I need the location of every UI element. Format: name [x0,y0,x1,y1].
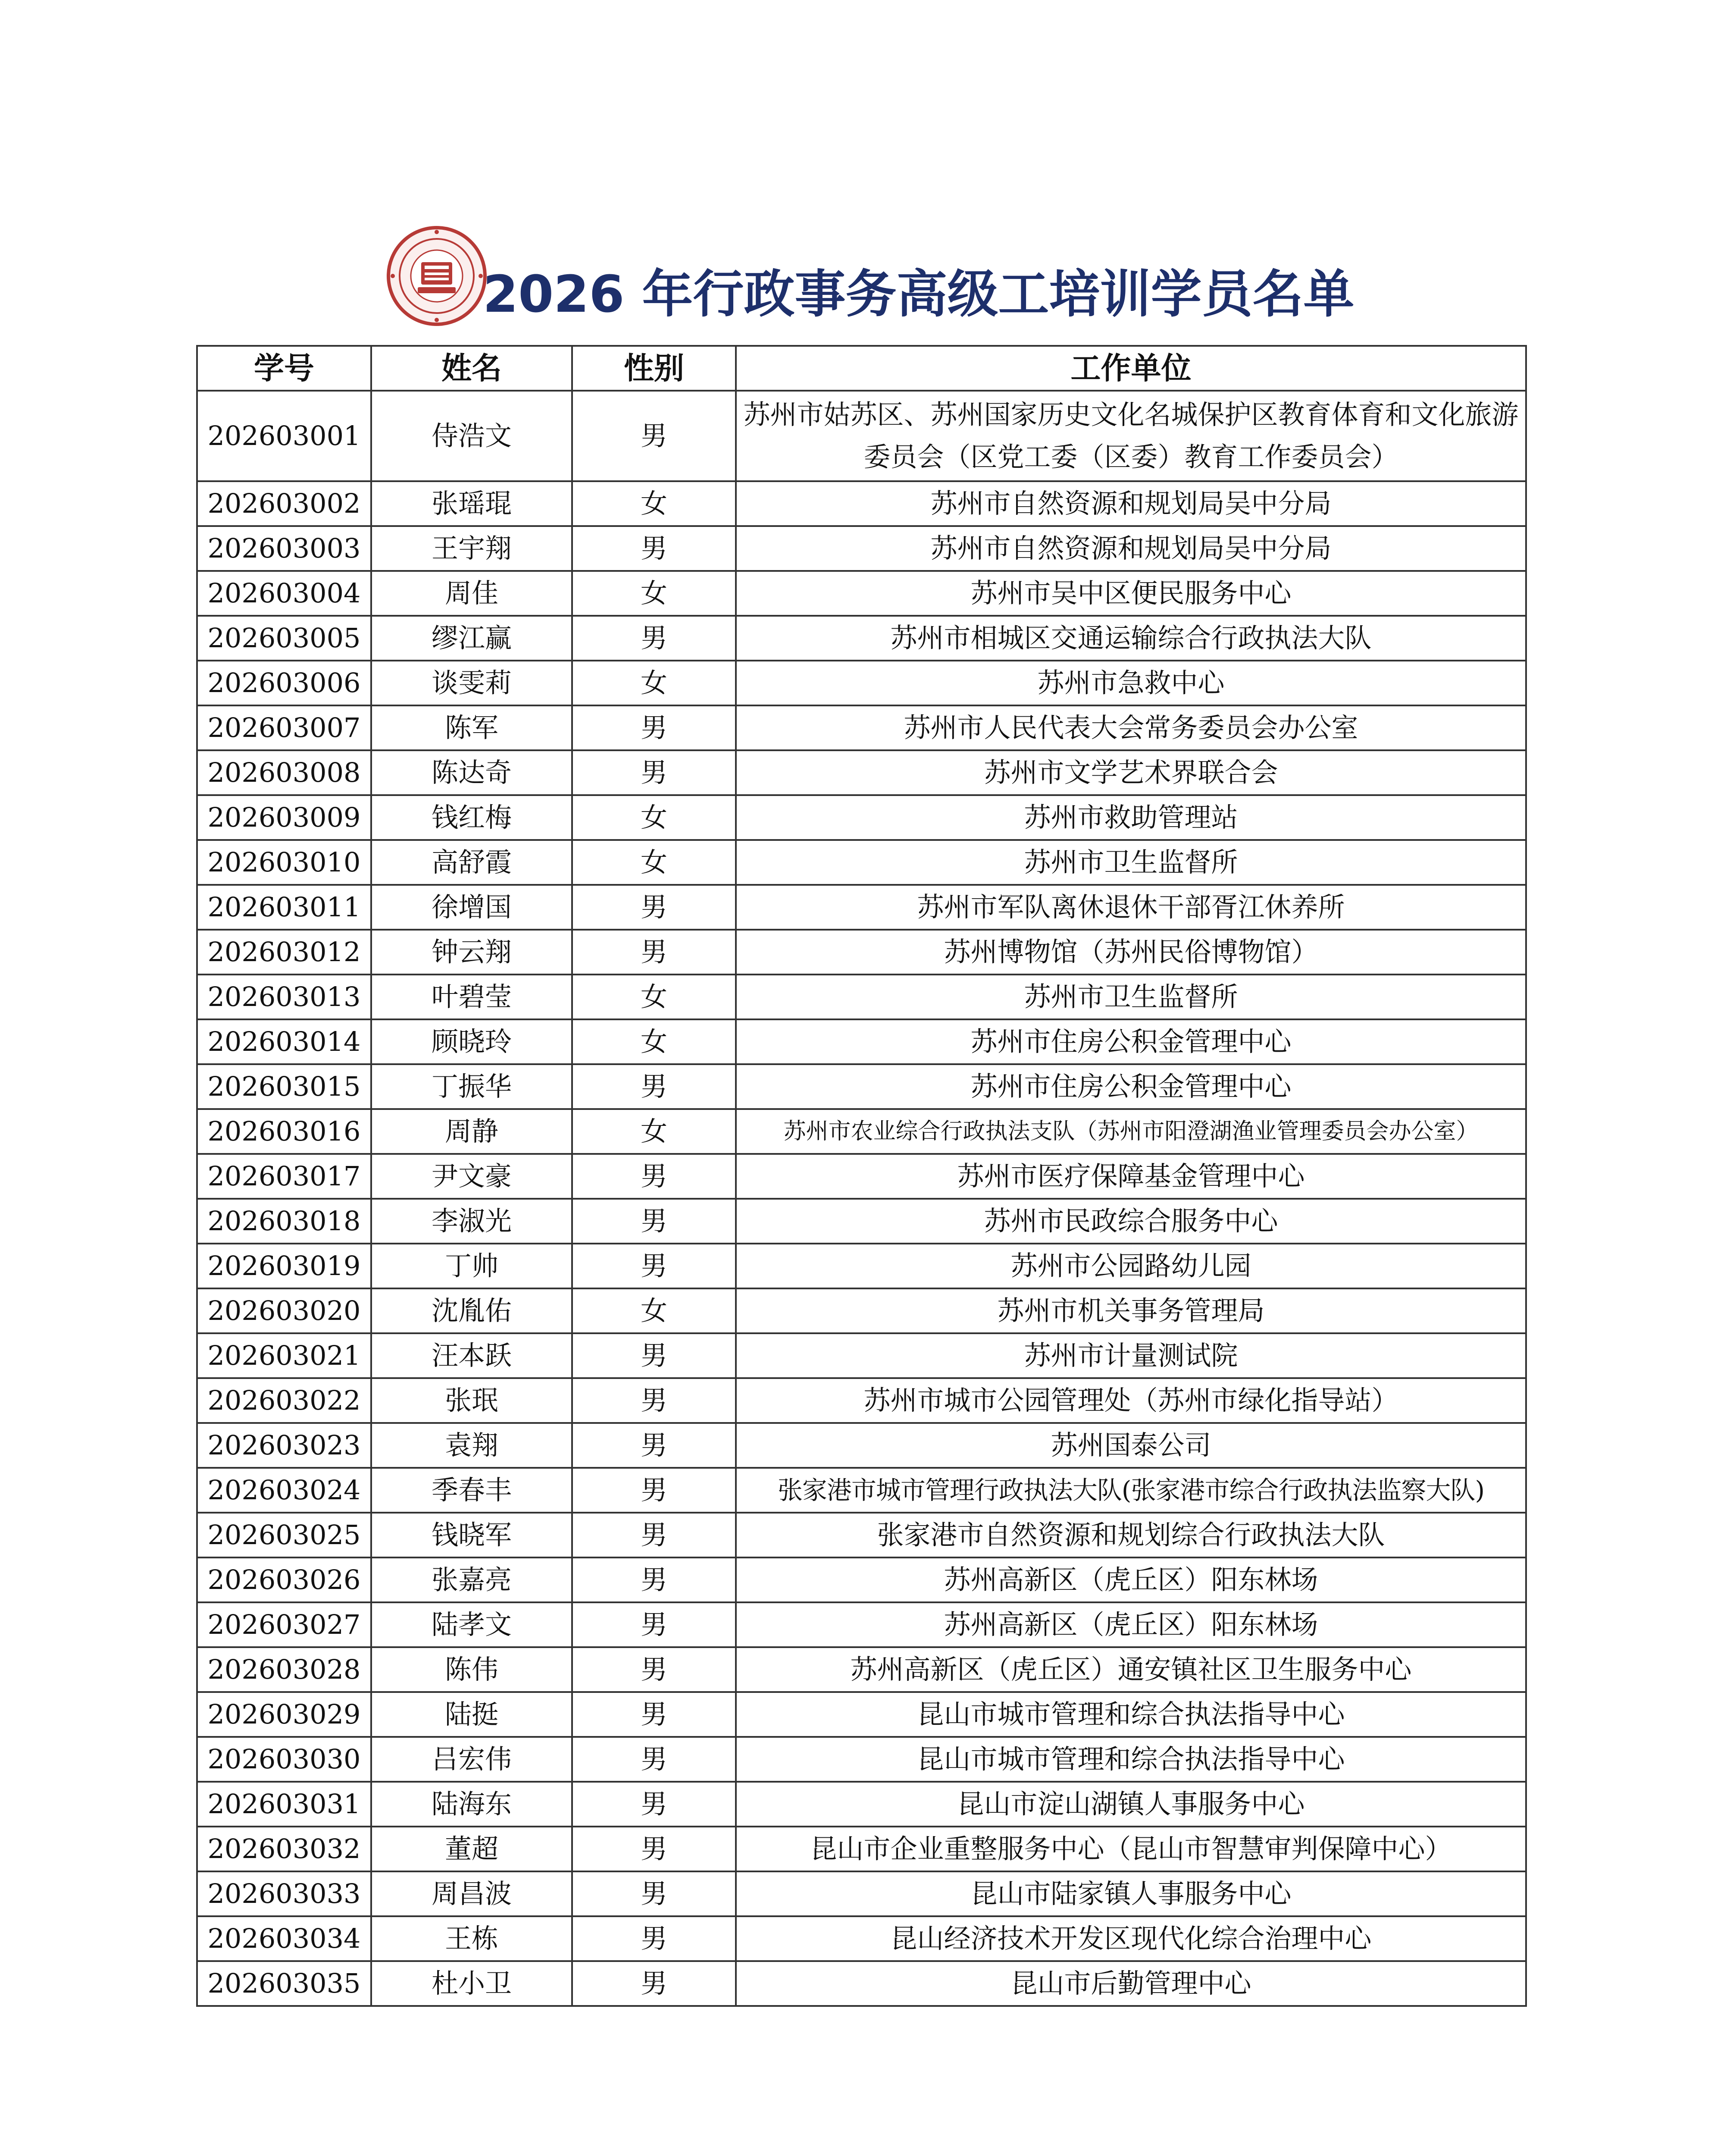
student-name-cell: 季春丰 [371,1468,572,1513]
student-name-cell: 陈达奇 [371,750,572,795]
student-id-cell: 202603014 [197,1019,371,1064]
student-name-cell: 徐增国 [371,885,572,930]
student-name-cell: 陈军 [371,705,572,750]
student-id-cell: 202603019 [197,1244,371,1288]
student-id-cell: 202603024 [197,1468,371,1513]
table-row [197,1019,1526,1064]
table-row [197,1154,1526,1199]
table-row [197,930,1526,975]
student-id-cell: 202603002 [197,481,371,526]
student-id-cell: 202603025 [197,1513,371,1557]
work-unit-cell: 苏州市公园路幼儿园 [736,1244,1526,1288]
page-title: 2026 年行政事务高级工培训学员名单 [483,264,1354,324]
table-row [197,1647,1526,1692]
student-name-cell: 周静 [371,1109,572,1154]
student-name-cell: 钱晓军 [371,1513,572,1557]
work-unit-cell: 苏州市相城区交通运输综合行政执法大队 [736,616,1526,661]
student-id-cell: 202603004 [197,571,371,616]
work-unit-cell: 苏州市吴中区便民服务中心 [736,571,1526,616]
table-row [197,1109,1526,1154]
student-id-cell: 202603006 [197,661,371,705]
table-row [197,1827,1526,1871]
gender-cell: 男 [572,1827,736,1871]
student-id-cell: 202603011 [197,885,371,930]
gender-cell: 男 [572,1244,736,1288]
work-unit-cell: 苏州市卫生监督所 [736,840,1526,885]
gender-cell: 女 [572,571,736,616]
work-unit-cell: 苏州博物馆（苏州民俗博物馆） [736,930,1526,975]
student-id-cell: 202603009 [197,795,371,840]
school-seal-icon [385,224,488,328]
student-id-cell: 202603020 [197,1288,371,1333]
work-unit-cell: 昆山经济技术开发区现代化综合治理中心 [736,1916,1526,1961]
school-seal-logo [385,224,488,328]
gender-cell: 男 [572,1916,736,1961]
student-name-cell: 李淑光 [371,1199,572,1244]
student-name-cell: 陆孝文 [371,1602,572,1647]
table-row [197,571,1526,616]
gender-cell: 男 [572,1513,736,1557]
gender-cell: 男 [572,1602,736,1647]
work-unit-cell: 苏州市计量测试院 [736,1333,1526,1378]
table-row [197,1064,1526,1109]
student-name-cell: 高舒霞 [371,840,572,885]
gender-cell: 男 [572,1199,736,1244]
table-row [197,1961,1526,2006]
gender-cell: 男 [572,1647,736,1692]
student-name-cell: 陈伟 [371,1647,572,1692]
work-unit-cell: 苏州市急救中心 [736,661,1526,705]
work-unit-cell: 苏州市人民代表大会常务委员会办公室 [736,705,1526,750]
gender-cell: 女 [572,1019,736,1064]
student-name-cell: 杜小卫 [371,1961,572,2006]
work-unit-cell: 苏州高新区（虎丘区）阳东林场 [736,1602,1526,1647]
trainee-roster-table [196,345,1527,2007]
table-row [197,661,1526,705]
work-unit-cell: 苏州市文学艺术界联合会 [736,750,1526,795]
work-unit-cell: 苏州市卫生监督所 [736,975,1526,1019]
student-id-cell: 202603026 [197,1557,371,1602]
gender-cell: 女 [572,661,736,705]
gender-cell: 男 [572,1692,736,1737]
student-id-cell: 202603027 [197,1602,371,1647]
gender-cell: 女 [572,975,736,1019]
table-row [197,526,1526,571]
table-row [197,1557,1526,1602]
student-id-cell: 202603031 [197,1782,371,1827]
student-name-cell: 顾晓玲 [371,1019,572,1064]
student-id-cell: 202603010 [197,840,371,885]
table-row [197,1468,1526,1513]
table-row [197,1692,1526,1737]
column-header-unit: 工作单位 [736,346,1526,391]
student-name-cell: 张珉 [371,1378,572,1423]
table-row [197,481,1526,526]
table-row [197,795,1526,840]
student-name-cell: 王宇翔 [371,526,572,571]
work-unit-cell: 昆山市城市管理和综合执法指导中心 [736,1692,1526,1737]
student-id-cell: 202603018 [197,1199,371,1244]
gender-cell: 男 [572,1557,736,1602]
table-row [197,1199,1526,1244]
student-id-cell: 202603005 [197,616,371,661]
student-name-cell: 陆挺 [371,1692,572,1737]
gender-cell: 男 [572,705,736,750]
student-name-cell: 周佳 [371,571,572,616]
work-unit-cell: 苏州市住房公积金管理中心 [736,1064,1526,1109]
gender-cell: 男 [572,1423,736,1468]
table-row [197,885,1526,930]
student-id-cell: 202603017 [197,1154,371,1199]
student-name-cell: 缪江赢 [371,616,572,661]
student-name-cell: 张嘉亮 [371,1557,572,1602]
student-id-cell: 202603023 [197,1423,371,1468]
column-header-gender: 性别 [572,346,736,391]
student-name-cell: 丁帅 [371,1244,572,1288]
student-id-cell: 202603001 [197,391,371,481]
gender-cell: 男 [572,750,736,795]
gender-cell: 男 [572,616,736,661]
gender-cell: 男 [572,1961,736,2006]
work-unit-cell: 苏州高新区（虎丘区）通安镇社区卫生服务中心 [736,1647,1526,1692]
table-header-row [197,346,1526,391]
table-row [197,1288,1526,1333]
gender-cell: 女 [572,1288,736,1333]
table-row [197,1737,1526,1782]
student-name-cell: 钱红梅 [371,795,572,840]
table-row [197,1333,1526,1378]
gender-cell: 男 [572,1154,736,1199]
table-row [197,1602,1526,1647]
work-unit-cell: 苏州市自然资源和规划局吴中分局 [736,526,1526,571]
table-row [197,616,1526,661]
gender-cell: 女 [572,1109,736,1154]
student-id-cell: 202603032 [197,1827,371,1871]
student-name-cell: 侍浩文 [371,391,572,481]
student-id-cell: 202603013 [197,975,371,1019]
student-name-cell: 董超 [371,1827,572,1871]
student-id-cell: 202603033 [197,1871,371,1916]
table-row [197,1871,1526,1916]
table-row [197,1244,1526,1288]
table-row [197,1513,1526,1557]
work-unit-cell: 苏州市自然资源和规划局吴中分局 [736,481,1526,526]
student-id-cell: 202603034 [197,1916,371,1961]
table-row [197,1782,1526,1827]
gender-cell: 男 [572,1064,736,1109]
student-id-cell: 202603003 [197,526,371,571]
student-id-cell: 202603016 [197,1109,371,1154]
gender-cell: 男 [572,1737,736,1782]
student-name-cell: 丁振华 [371,1064,572,1109]
work-unit-cell: 苏州市民政综合服务中心 [736,1199,1526,1244]
student-name-cell: 吕宏伟 [371,1737,572,1782]
work-unit-cell: 苏州市机关事务管理局 [736,1288,1526,1333]
student-id-cell: 202603015 [197,1064,371,1109]
work-unit-cell: 昆山市陆家镇人事服务中心 [736,1871,1526,1916]
gender-cell: 男 [572,526,736,571]
table-row [197,840,1526,885]
student-id-cell: 202603008 [197,750,371,795]
student-id-cell: 202603035 [197,1961,371,2006]
work-unit-cell: 昆山市企业重整服务中心（昆山市智慧审判保障中心） [736,1827,1526,1871]
work-unit-cell: 昆山市城市管理和综合执法指导中心 [736,1737,1526,1782]
student-name-cell: 张瑶琨 [371,481,572,526]
work-unit-cell: 苏州市救助管理站 [736,795,1526,840]
work-unit-cell: 苏州市军队离休退休干部胥江休养所 [736,885,1526,930]
table-row [197,1423,1526,1468]
student-name-cell: 袁翔 [371,1423,572,1468]
work-unit-cell: 苏州市住房公积金管理中心 [736,1019,1526,1064]
gender-cell: 女 [572,795,736,840]
gender-cell: 男 [572,1468,736,1513]
student-name-cell: 王栋 [371,1916,572,1961]
column-header-id: 学号 [197,346,371,391]
table-row [197,391,1526,481]
student-id-cell: 202603030 [197,1737,371,1782]
work-unit-cell: 苏州高新区（虎丘区）阳东林场 [736,1557,1526,1602]
student-name-cell: 钟云翔 [371,930,572,975]
gender-cell: 男 [572,1333,736,1378]
student-id-cell: 202603007 [197,705,371,750]
table-row [197,1378,1526,1423]
gender-cell: 女 [572,481,736,526]
work-unit-cell: 张家港市城市管理行政执法大队(张家港市综合行政执法监察大队) [736,1468,1526,1513]
column-header-name: 姓名 [371,346,572,391]
work-unit-cell: 苏州市农业综合行政执法支队（苏州市阳澄湖渔业管理委员会办公室） [736,1109,1526,1154]
student-id-cell: 202603022 [197,1378,371,1423]
gender-cell: 男 [572,885,736,930]
gender-cell: 男 [572,1378,736,1423]
work-unit-cell: 张家港市自然资源和规划综合行政执法大队 [736,1513,1526,1557]
table-row [197,975,1526,1019]
gender-cell: 男 [572,1871,736,1916]
work-unit-cell: 昆山市淀山湖镇人事服务中心 [736,1782,1526,1827]
student-name-cell: 尹文豪 [371,1154,572,1199]
student-name-cell: 叶碧莹 [371,975,572,1019]
student-id-cell: 202603028 [197,1647,371,1692]
work-unit-cell: 苏州市城市公园管理处（苏州市绿化指导站） [736,1378,1526,1423]
student-name-cell: 汪本跃 [371,1333,572,1378]
work-unit-cell: 苏州国泰公司 [736,1423,1526,1468]
table-row [197,705,1526,750]
gender-cell: 男 [572,391,736,481]
gender-cell: 男 [572,930,736,975]
gender-cell: 女 [572,840,736,885]
work-unit-cell: 昆山市后勤管理中心 [736,1961,1526,2006]
table-row [197,1916,1526,1961]
student-name-cell: 周昌波 [371,1871,572,1916]
student-name-cell: 谈雯莉 [371,661,572,705]
work-unit-cell: 苏州市姑苏区、苏州国家历史文化名城保护区教育体育和文化旅游委员会（区党工委（区委）教育工作委员会） [736,391,1526,481]
student-id-cell: 202603012 [197,930,371,975]
student-name-cell: 陆海东 [371,1782,572,1827]
student-name-cell: 沈胤佑 [371,1288,572,1333]
table-row [197,750,1526,795]
gender-cell: 男 [572,1782,736,1827]
student-id-cell: 202603021 [197,1333,371,1378]
student-id-cell: 202603029 [197,1692,371,1737]
work-unit-cell: 苏州市医疗保障基金管理中心 [736,1154,1526,1199]
